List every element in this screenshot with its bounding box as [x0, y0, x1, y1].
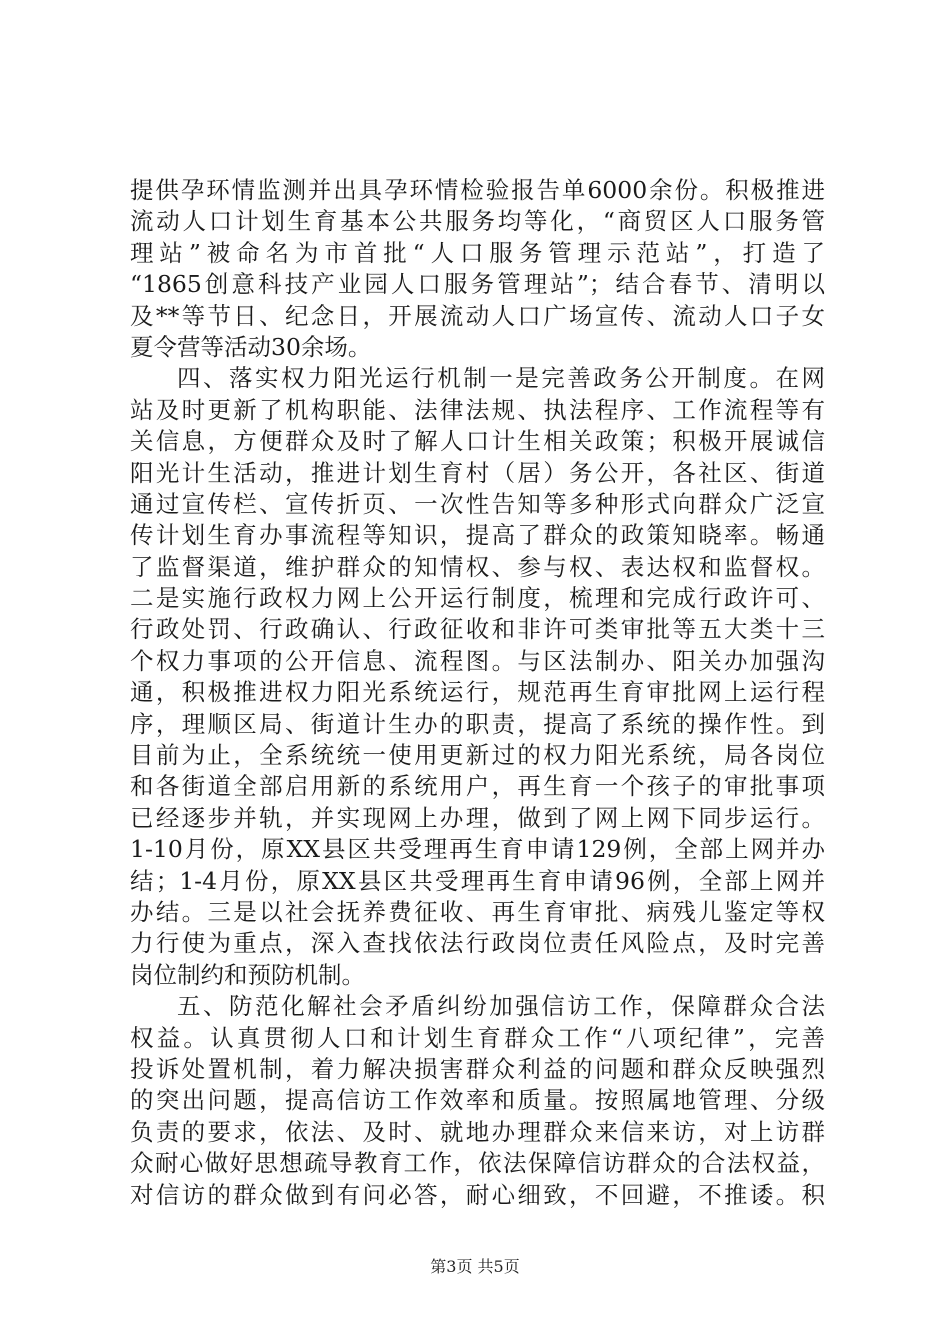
- paragraph-5-petitions: [130, 991, 825, 1211]
- document-body: [130, 175, 825, 1211]
- text-line: 流动人口计划生育基本公共服务均等化，“商贸区人口服务管: [130, 207, 825, 236]
- text-line: 了监督渠道，维护群众的知情权、参与权、表达权和监督权。: [130, 552, 825, 581]
- text-line: 结；1-4月份，原XX县区共受理再生育申请96例，全部上网并: [130, 866, 825, 895]
- text-line: 1-10月份，原XX县区共受理再生育申请129例，全部上网并办: [130, 835, 825, 864]
- text-line: 序，理顺区局、街道计生办的职责，提高了系统的操作性。到: [130, 709, 825, 738]
- text-line: 理站”被命名为市首批“人口服务管理示范站”，打造了: [130, 238, 825, 267]
- text-line: 投诉处置机制，着力解决损害群众利益的问题和群众反映强烈: [130, 1054, 825, 1083]
- text-line: 已经逐步并轨，并实现网上办理，做到了网上网下同步运行。: [130, 803, 825, 832]
- text-line: “1865创意科技产业园人口服务管理站”；结合春节、清明以: [130, 270, 825, 299]
- paragraph-4-power-sunshine: [130, 363, 825, 991]
- text-line: 行政处罚、行政确认、行政征收和非许可类审批等五大类十三: [130, 615, 825, 644]
- text-line: 和各街道全部启用新的系统用户，再生育一个孩子的审批事项: [130, 772, 825, 801]
- text-line: 通，积极推进权力阳光系统运行，规范再生育审批网上运行程: [130, 678, 825, 707]
- text-line: 通过宣传栏、宣传折页、一次性告知等多种形式向群众广泛宣: [130, 489, 825, 518]
- text-line: 岗位制约和预防机制。: [130, 960, 365, 989]
- text-line: 四、落实权力阳光运行机制一是完善政务公开制度。在网: [177, 364, 825, 393]
- text-line: 对信访的群众做到有问必答，耐心细致，不回避，不推诿。积: [130, 1180, 825, 1209]
- paragraph-3-continuation: [130, 175, 825, 363]
- text-line: 关信息，方便群众及时了解人口计生相关政策；积极开展诚信: [130, 427, 825, 456]
- text-line: 权益。认真贯彻人口和计划生育群众工作“八项纪律”，完善: [130, 1023, 825, 1052]
- text-line: 办结。三是以社会抚养费征收、再生育审批、病残儿鉴定等权: [130, 897, 825, 926]
- text-line: 二是实施行政权力网上公开运行制度，梳理和完成行政许可、: [130, 584, 825, 613]
- text-line: 五、防范化解社会矛盾纠纷加强信访工作，保障群众合法: [177, 992, 825, 1021]
- text-line: 的突出问题，提高信访工作效率和质量。按照属地管理、分级: [130, 1086, 825, 1115]
- text-line: 提供孕环情监测并出具孕环情检验报告单6000余份。积极推进: [130, 176, 825, 204]
- text-line: 目前为止，全系统统一使用更新过的权力阳光系统，局各岗位: [130, 741, 825, 770]
- text-line: 及**等节日、纪念日，开展流动人口广场宣传、流动人口子女: [130, 301, 825, 330]
- text-line: 个权力事项的公开信息、流程图。与区法制办、阳关办加强沟: [130, 646, 825, 675]
- text-line: 负责的要求，依法、及时、就地办理群众来信来访，对上访群: [130, 1117, 825, 1146]
- text-line: 力行使为重点，深入查找依法行政岗位责任风险点，及时完善: [130, 929, 825, 958]
- text-line: 站及时更新了机构职能、法律法规、执法程序、工作流程等有: [130, 395, 825, 424]
- text-line: 夏令营等活动30余场。: [130, 332, 372, 361]
- text-line: 阳光计生活动，推进计划生育村（居）务公开，各社区、街道: [130, 458, 825, 487]
- text-line: 传计划生育办事流程等知识，提高了群众的政策知晓率。畅通: [130, 521, 825, 550]
- text-line: 众耐心做好思想疏导教育工作，依法保障信访群众的合法权益，: [130, 1149, 825, 1178]
- page-number-footer: 第3页 共5页: [430, 1257, 520, 1276]
